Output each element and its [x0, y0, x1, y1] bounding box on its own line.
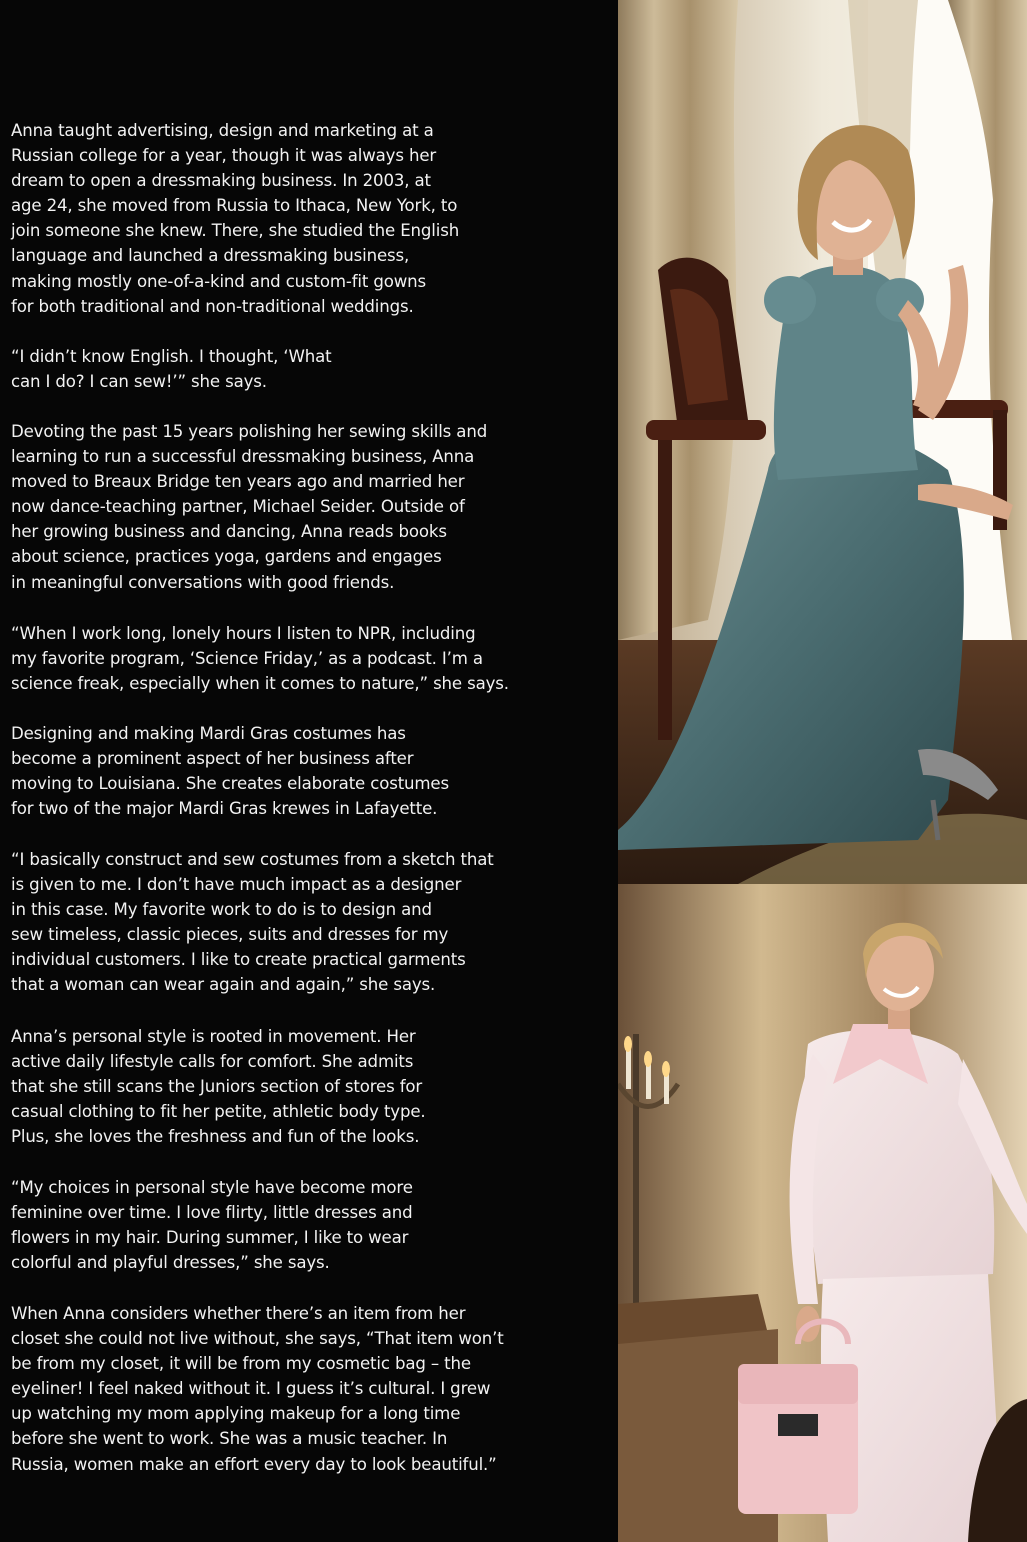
paragraph-9: When Anna considers whether there’s an item from her closet she could not live without, she says, “That item won’t be from my closet, it will be from my cosmetic bag – the eyeliner! I feel naked without it. I guess it’s cultural. I grew up watching my mom applying makeup for a long time before she went to work. She was a music teacher. In Russia, women make an effort every day to look beautiful.”	[11, 1304, 504, 1474]
paragraph-5: Designing and making Mardi Gras costumes has become a prominent aspect of her business after moving to Louisiana. She creates elaborate costumes for two of the major Mardi Gras krewes in Lafayette.	[11, 724, 449, 819]
paragraph-4: “When I work long, lonely hours I listen to NPR, including my favorite program, ‘Science Friday,’ as a podcast. I’m a science freak, especially when it comes to nature,” she says.	[11, 624, 509, 694]
paragraph-2: “I didn’t know English. I thought, ‘What can I do? I can sew!’” she says.	[11, 347, 332, 392]
paragraph-3: Devoting the past 15 years polishing her sewing skills and learning to run a successful dressmaking business, Anna moved to Breaux Bridge ten years ago and married her now dance-teaching partner, Michael Seider. Outside of her growing business and dancing, Anna reads books about science, practices yoga, gardens and engages in meaningful conversations with good friends.	[11, 422, 488, 592]
paragraph-7: Anna’s personal style is rooted in movement. Her active daily lifestyle calls for comfort. She admits that she still scans the Juniors section of stores for casual clothing to fit her petite, athletic body type. Plus, she loves the freshness and fun of the looks.	[11, 1027, 426, 1147]
prada-logo-plate	[778, 1414, 818, 1436]
paragraph-8: “My choices in personal style have become more feminine over time. I love flirty, little dresses and flowers in my hair. During summer, I like to wear colorful and playful dresses,” she says.	[11, 1178, 413, 1273]
photo-pink-suit	[618, 884, 1027, 1542]
photo-seated-teal-gown	[618, 0, 1027, 884]
paragraph-1: Anna taught advertising, design and marketing at a Russian college for a year, though it was always her dream to open a dressmaking business. In 2003, at age 24, she moved from Russia to Ithaca, New York, to join someone she knew. There, she studied the English language and launched a dressmaking business, making mostly one-of-a-kind and custom-fit gowns for both traditional and non-traditional weddings.	[11, 121, 460, 316]
paragraph-6: “I basically construct and sew costumes from a sketch that is given to me. I don’t have much impact as a designer in this case. My favorite work to do is to design and sew timeless, classic pieces, suits and dresses for my individual customers. I like to create practical garments that a woman can wear again and again,” she says.	[11, 850, 494, 995]
photo-column	[618, 0, 1027, 1542]
